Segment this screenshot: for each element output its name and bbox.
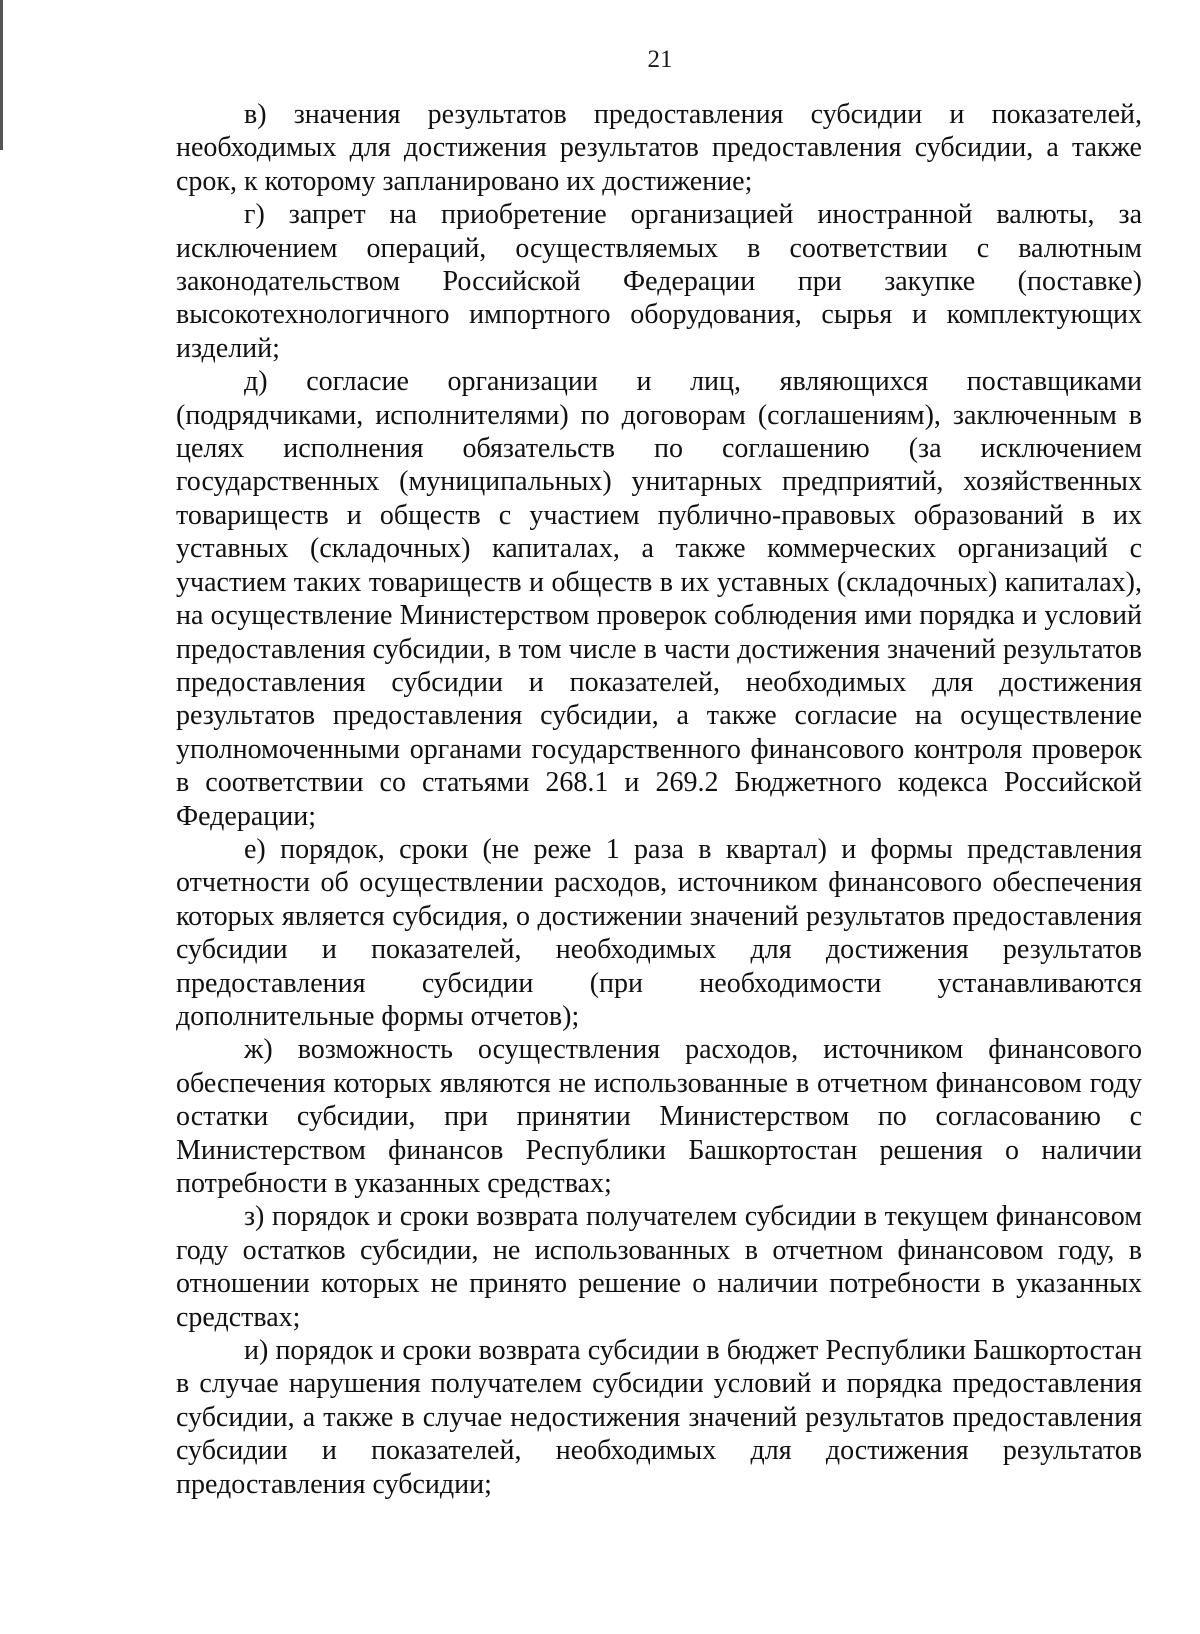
paragraph-i: и) порядок и сроки возврата субсидии в бюджет Республики Башкортостан в случае нарушения получателем субсидии условий и порядка предоставления субсидии, а также в случае недостижения значений результатов предоставления субсидии и показателей, необходимых для достижения результатов предоставления субсидии; [176,1335,1142,1500]
paragraph-e: е) порядок, сроки (не реже 1 раза в квартал) и формы представления отчетности об осуществлении расходов, источником финансового обеспечения которых является субсидия, о достижении значений результатов предоставления субсидии и показателей, необходимых для достижения результатов предоставления субсидии (при необходимости устанавливаются дополнительные формы отчетов); [176,833,1142,1032]
page-number: 21 [647,46,673,73]
paragraph-g: г) запрет на приобретение организацией иностранной валюты, за исключением операций, осуществляемых в соответствии с валютным законодательством Российской Федерации при закупке (поставке) высокотехнологичного импортного оборудования, сырья и комплектующих изделий; [176,199,1142,364]
paragraph-z: з) порядок и сроки возврата получателем субсидии в текущем финансовом году остатков субсидии, не использованных в отчетном финансовом году, в отношении которых не принято решение о наличии потребности в указанных средствах; [176,1201,1142,1333]
paragraph-zh: ж) возможность осуществления расходов, источником финансового обеспечения которых являются не использованные в отчетном финансовом году остатки субсидии, при принятии Министерством по согласованию с Министерством финансов Республики Башкортостан решения о наличии потребности в указанных средствах; [176,1034,1142,1199]
document-body [176,98,1142,1501]
paragraph-d: д) согласие организации и лиц, являющихся поставщиками (подрядчиками, исполнителями) по договорам (соглашениям), заключенным в целях исполнения обязательств по соглашению (за исключением государственных (муниципальных) унитарных предприятий, хозяйственных товариществ и обществ с участием публично-правовых образований в их уставных (складочных) капиталах, а также коммерческих организаций с участием таких товариществ и обществ в их уставных (складочных) капиталах), на осуществление Министерством проверок соблюдения ими порядка и условий предоставления субсидии, в том числе в части достижения значений результатов предоставления субсидии и показателей, необходимых для достижения результатов предоставления субсидии, а также согласие на осуществление уполномоченными органами государственного финансового контроля проверок в соответствии со статьями 268.1 и 269.2 Бюджетного кодекса Российской Федерации; [176,366,1142,832]
paragraph-v: в) значения результатов предоставления субсидии и показателей, необходимых для достижения результатов предоставления субсидии, а также срок, к которому запланировано их достижение; [176,99,1142,197]
scan-edge [0,0,3,150]
